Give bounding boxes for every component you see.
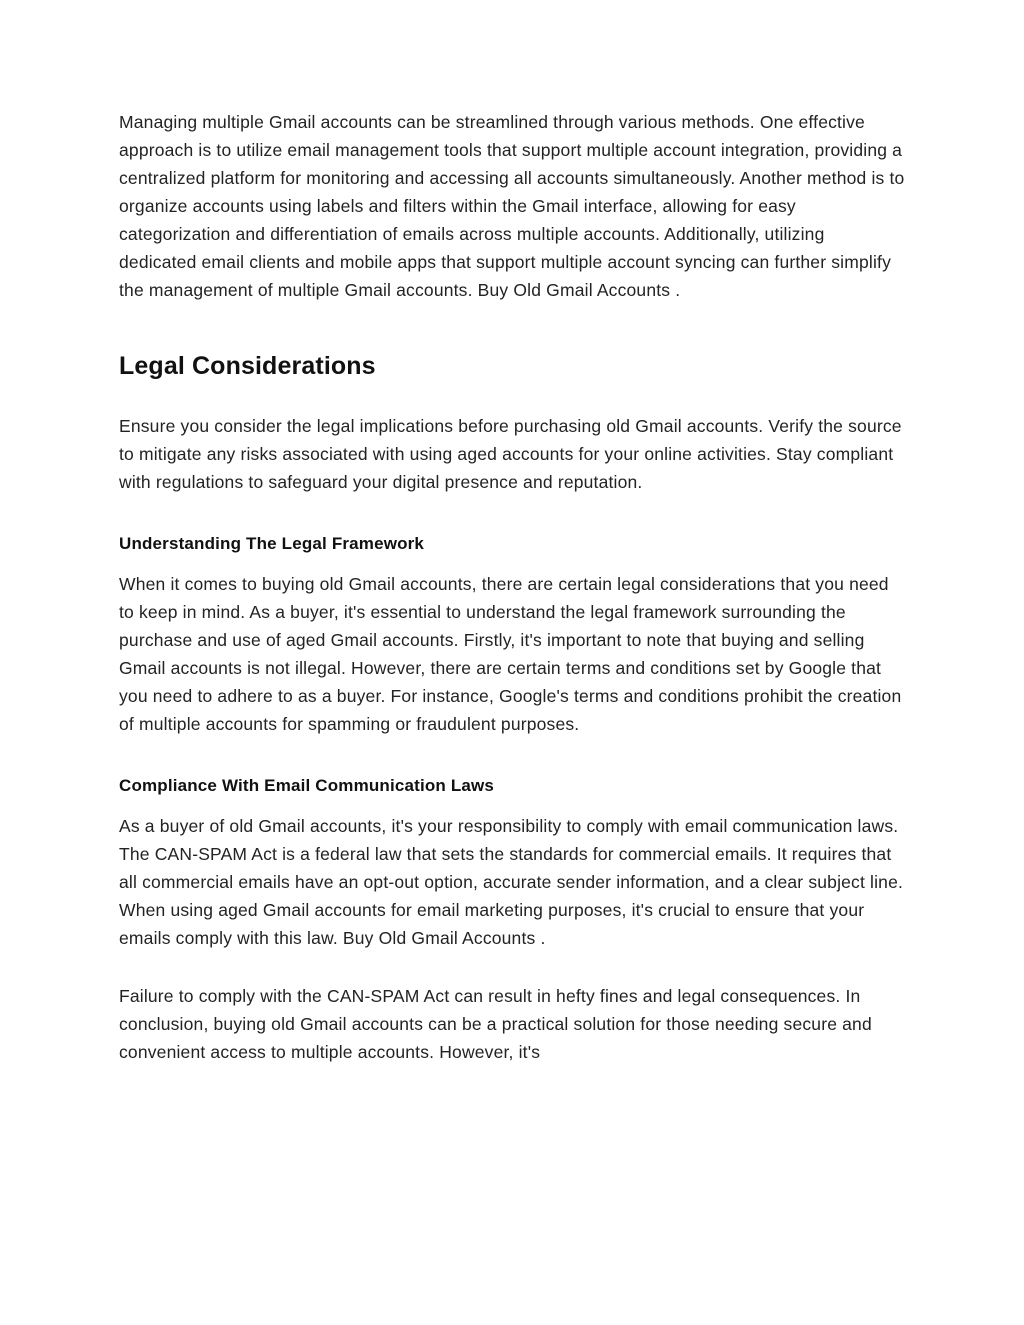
paragraph-failure-to-comply: Failure to comply with the CAN-SPAM Act can result in hefty fines and legal consequences. In conclusion, buying old Gmail accounts can be a practical solution for those needing secure and convenient access to multiple accounts. However, it's: [119, 986, 872, 1062]
paragraph-intro: Managing multiple Gmail accounts can be streamlined through various methods. One effective approach is to utilize email management tools that support multiple account integration, providing a centralized platform for monitoring and accessing all accounts simultaneously. Another method is to organize accounts using labels and filters within the Gmail interface, allowing for easy categorization and differentiation of emails across multiple accounts. Additionally, utilizing dedicated email clients and mobile apps that support multiple account syncing can further simplify the management of multiple Gmail accounts. Buy Old Gmail Accounts .: [119, 112, 905, 300]
heading-legal-considerations: Legal Considerations: [119, 352, 376, 380]
paragraph-legal-intro: Ensure you consider the legal implications before purchasing old Gmail accounts. Verify the source to mitigate any risks associated with using aged accounts for your online activities. Stay compliant with regulations to safeguard your digital presence and reputation.: [119, 416, 902, 492]
spacer: [119, 952, 905, 982]
spacer: [119, 738, 905, 774]
spacer: [119, 304, 905, 350]
spacer: [119, 798, 905, 812]
spacer: [119, 556, 905, 570]
paragraph-compliance: As a buyer of old Gmail accounts, it's your responsibility to comply with email communication laws. The CAN-SPAM Act is a federal law that sets the standards for commercial emails. It requires that all commercial emails have an opt-out option, accurate sender information, and a clear subject line. When using aged Gmail accounts for email marketing purposes, it's crucial to ensure that your emails comply with this law. Buy Old Gmail Accounts .: [119, 816, 904, 948]
document-content: [119, 108, 905, 1066]
heading-understanding-legal-framework: Understanding The Legal Framework: [119, 534, 425, 553]
heading-compliance-email-laws: Compliance With Email Communication Laws: [119, 776, 495, 795]
spacer: [119, 382, 905, 412]
paragraph-legal-framework: When it comes to buying old Gmail accounts, there are certain legal considerations that you need to keep in mind. As a buyer, it's essential to understand the legal framework surrounding the purchase and use of aged Gmail accounts. Firstly, it's important to note that buying and selling Gmail accounts is not illegal. However, there are certain terms and conditions set by Google that you need to adhere to as a buyer. For instance, Google's terms and conditions prohibit the creation of multiple accounts for spamming or fraudulent purposes.: [119, 574, 902, 734]
spacer: [119, 496, 905, 532]
